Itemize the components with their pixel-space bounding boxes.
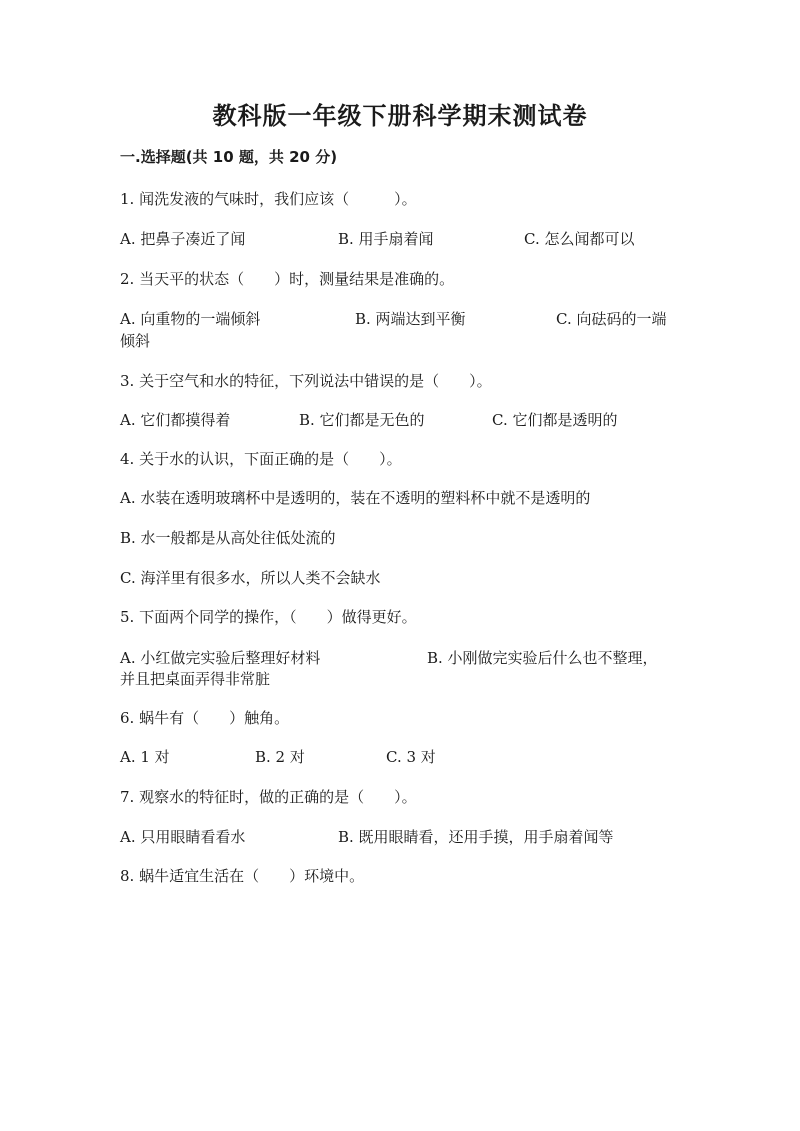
section-heading: 一.选择题(共 10 题，共 20 分) bbox=[120, 148, 338, 166]
question-3-option-b[interactable]: B. 它们都是无色的 bbox=[299, 411, 425, 429]
question-5-stem: 5. 下面两个同学的操作，（ ）做得更好。 bbox=[120, 608, 417, 626]
question-5-option-continuation: 并且把桌面弄得非常脏 bbox=[120, 670, 271, 688]
question-2-option-a[interactable]: A. 向重物的一端倾斜 bbox=[120, 310, 261, 328]
question-1-option-a[interactable]: A. 把鼻子凑近了闻 bbox=[120, 230, 246, 248]
question-1-option-c[interactable]: C. 怎么闻都可以 bbox=[524, 230, 635, 248]
question-6-option-a[interactable]: A. 1 对 bbox=[120, 748, 170, 766]
question-5-option-a[interactable]: A. 小红做完实验后整理好材料 bbox=[120, 649, 321, 667]
question-7-option-b[interactable]: B. 既用眼睛看，还用手摸，用手扇着闻等 bbox=[338, 828, 614, 846]
question-2-option-c[interactable]: C. 向砝码的一端 bbox=[556, 310, 667, 328]
question-1-stem: 1. 闻洗发液的气味时，我们应该（ ）。 bbox=[120, 190, 417, 208]
question-3-option-c[interactable]: C. 它们都是透明的 bbox=[492, 411, 618, 429]
question-1-option-b[interactable]: B. 用手扇着闻 bbox=[338, 230, 434, 248]
question-2-stem: 2. 当天平的状态（ ）时，测量结果是准确的。 bbox=[120, 270, 455, 288]
question-4-option-b[interactable]: B. 水一般都是从高处往低处流的 bbox=[120, 529, 336, 547]
page-title: 教科版一年级下册科学期末测试卷 bbox=[212, 102, 588, 130]
question-5-option-b[interactable]: B. 小刚做完实验后什么也不整理， bbox=[427, 649, 658, 667]
question-6-stem: 6. 蜗牛有（ ）触角。 bbox=[120, 709, 290, 727]
question-3-stem: 3. 关于空气和水的特征，下列说法中错误的是（ ）。 bbox=[120, 372, 492, 390]
question-6-option-b[interactable]: B. 2 对 bbox=[255, 748, 305, 766]
question-2-option-b[interactable]: B. 两端达到平衡 bbox=[355, 310, 466, 328]
question-4-option-a[interactable]: A. 水装在透明玻璃杯中是透明的，装在不透明的塑料杯中就不是透明的 bbox=[120, 489, 591, 507]
question-4-stem: 4. 关于水的认识，下面正确的是（ ）。 bbox=[120, 450, 402, 468]
question-8-stem: 8. 蜗牛适宜生活在（ ）环境中。 bbox=[120, 867, 365, 885]
question-2-option-continuation: 倾斜 bbox=[120, 332, 151, 350]
question-7-option-a[interactable]: A. 只用眼睛看看水 bbox=[120, 828, 246, 846]
question-3-option-a[interactable]: A. 它们都摸得着 bbox=[120, 411, 231, 429]
question-6-option-c[interactable]: C. 3 对 bbox=[386, 748, 436, 766]
question-4-option-c[interactable]: C. 海洋里有很多水，所以人类不会缺水 bbox=[120, 569, 381, 587]
question-7-stem: 7. 观察水的特征时，做的正确的是（ ）。 bbox=[120, 788, 417, 806]
